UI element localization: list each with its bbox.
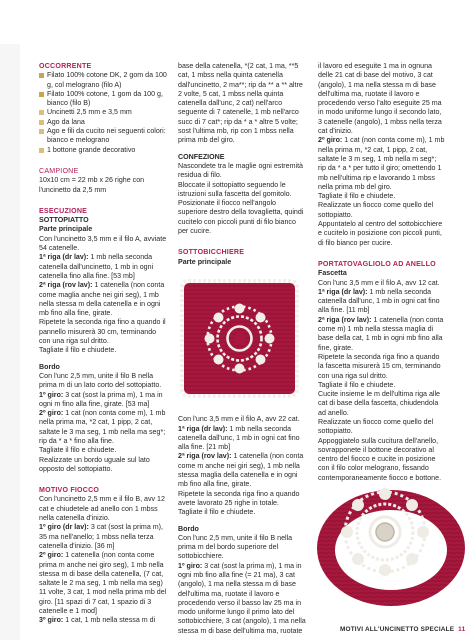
gauge-text: 10x10 cm = 22 mb x 26 righe con l'uncinetto da 2,5 mm — [39, 176, 145, 194]
column-1 — [39, 62, 167, 626]
page-number: 11 — [458, 626, 466, 633]
confezione-p3: Posizionate il fiocco nell'angolo superiore destro della tovaglietta, quindi cucitelo con piccoli punti di filo bianco per cucire. — [178, 199, 304, 236]
portatovagliolo-intro: Con l'unc 3,5 mm e il filo A, avv 12 cat. — [318, 278, 440, 287]
list-item: Ago e fili da cucito nei seguenti colori: bianco e melograno — [39, 127, 167, 146]
bordo2-p2: Realizzate un fiocco come quello del sottopiatto. — [318, 201, 434, 219]
portatovagliolo-finish: Tagliate il filo e chiudete. — [318, 380, 396, 389]
confezione-p2: Bloccate il sottopiatto seguendo le istruzioni sulla fascetta del gomitolo. — [178, 180, 292, 198]
bullet-icon — [39, 92, 44, 97]
sottobicchiere-finish: Tagliate il filo e chiudete. — [178, 508, 256, 517]
bordo2-title: Bordo — [178, 524, 199, 533]
gauge-heading: CAMPIONE — [39, 166, 79, 175]
button-icon — [376, 523, 394, 541]
sottopiatto-finish: Tagliate il filo e chiudete. — [39, 346, 117, 355]
list-item: Ago da lana — [39, 118, 167, 127]
bordo-other: Realizzate un bordo uguale sul lato opposto del sottopiatto. — [39, 455, 150, 473]
fiocco-round-3-cont: base della catenella, *(2 cat, 1 ma, **5 cat, 1 mbss nella quinta catenella dall'uncinetto, 2 ma**; rip da ** a ** altre 2 volte, 5 cat, 1 mbss nella quinta catenella dall'unc, 2 cat) nell'arco seguente di 7 catenelle, 1 mb nell'arco succ di 7 cat*; rip da * a * altre 5 volte; sost l'ultima mb, rip con 1 mbss nella prima mb del giro. — [178, 62, 303, 145]
bordo-finish: Tagliate il filo e chiudete. — [39, 446, 117, 455]
portatovagliolo-p1: Cucite insieme le m dell'ultima riga alle cat di base della fascetta, chiudendola ad anello. — [318, 390, 440, 417]
list-item: Uncinetti 2,5 mm e 3,5 mm — [39, 108, 167, 117]
bullet-icon — [39, 129, 44, 134]
sottopiatto-intro: Con l'uncinetto 3,5 mm e il filo A, avviate 54 catenelle. — [39, 234, 167, 253]
bullet-icon — [39, 73, 44, 78]
napkin-ring-inner — [335, 510, 447, 590]
fiocco-title: MOTIVO FIOCCO — [39, 486, 100, 495]
sottopiatto-row-2: 2ª riga (rov lav): 1 catenella (non conta come maglia anche nei giri seg), 1 mb nella stessa m della catenella e in ogni mb fino alla fine, girate. — [39, 281, 165, 318]
bordo-intro: Con l'unc 2,5 mm, unite il filo B nella prima m di un lato corto del sottopiatto. — [39, 371, 162, 390]
bordo2-round-1-start: 1º giro: 3 cat (sost la prima m), 1 ma in ogni mb fino alla fine (= 21 ma), 3 cat (angolo), 1 ma nella stessa m di base dell'ultima ma, ruotate il lavoro e procedendo verso il basso lav 25 ma in modo uniforme lungo il primo lato del sottobicchiere, 3 cat (angolo), 1 ma nella stessa m di base dell'ultima ma, ruotate — [178, 561, 306, 635]
portatovagliolo-row-2: 2ª riga (rov lav): 1 catenella (non conta come m) 1 mb nella stessa maglia di base della cat, 1 mb in ogni mb fino alla fine, girate. — [318, 315, 444, 352]
sottobicchiere-title: SOTTOBICCHIERE — [178, 248, 245, 257]
bordo-title: Bordo — [39, 362, 60, 371]
napkin-ring-photo — [311, 468, 467, 618]
sottobicchiere-repeat: Ripetete la seconda riga fino a quando avete lavorato 25 righe in totale. — [178, 489, 300, 507]
portatovagliolo-p2: Realizzate un fiocco come quello del sottopiatto. — [318, 417, 434, 436]
sottopiatto-title: SOTTOPIATTO — [39, 216, 89, 225]
bordo-round-2: 2º giro: 1 cat (non conta come m), 1 mb nella prima ma, *2 cat, 1 pipp, 2 cat, saltate le 3 ma seg, 1 mb nella ma seg*; rip da * a * fino alla fine. — [39, 409, 166, 445]
column-3 — [318, 62, 446, 483]
execution-heading: ESECUZIONE — [39, 206, 88, 215]
materials-list — [39, 71, 167, 155]
confezione-title: CONFEZIONE — [178, 152, 225, 161]
left-margin-strip — [0, 44, 20, 640]
sottopiatto-subtitle: Parte principale — [39, 225, 93, 234]
sottopiatto-row-1: 1ª riga (dr lav): 1 mb nella seconda catenella dall'uncinetto, 1 mb in ogni catenella fino alla fine. [53 mb] — [39, 253, 154, 280]
coaster-photo — [174, 273, 305, 404]
bordo-round-1: 1º giro: 3 cat (sost la prima m), 1 ma in ogni m fino alla fine, girate. [53 ma] — [39, 390, 163, 408]
page-footer — [340, 625, 465, 634]
fiocco-intro: Con l'uncinetto 2,5 mm e il filo B, avv 12 cat e chiudetele ad anello con 1 mbss nella catenella d'inizio. — [39, 495, 165, 523]
bullet-icon — [39, 148, 44, 153]
column-2 — [178, 62, 306, 636]
fiocco-round-1: 1º giro (dr lav): 3 cat (sost la prima m), 35 ma nell'anello; 1 mbss nella terza catenella d'inizio. [36 m] — [39, 523, 163, 550]
portatovagliolo-subtitle: Fascetta — [318, 269, 347, 278]
sottobicchiere-row-1: 1ª riga (dr lav): 1 mb nella seconda catenella dall'unc, 1 mb in ogni cat fino alla fine. [21 mb] — [178, 424, 300, 452]
fiocco-round-3-start: 3º giro: 1 cat, 1 mb nella stessa m di — [39, 616, 156, 625]
sottobicchiere-row-2: 2ª riga (rov lav): 1 catenella (non conta come m anche nei giri seg), 1 mb nella stessa maglia della catenella e in ogni mb fino alla fine, girate. — [178, 452, 304, 489]
top-margin — [0, 0, 471, 44]
fiocco-round-2: 2º giro: 1 catenella (non conta come prima m anche nei giro seg), 1 mb nella stessa m di base della catenella, (7 cat, saltate le 2 ma seg, 1 mb nella ma seg) 11 volte, 3 cat, 1 mod nella prima mb del giro. [11 spazi di 7 cat, 1 spazio di 3 catenelle e 1 mod] — [39, 551, 167, 616]
bordo2-finish: Tagliate il filo e chiudete. — [318, 192, 396, 201]
portatovagliolo-repeat: Ripetete la seconda riga fino a quando la fascetta misurerà 15 cm, terminando con una riga sul dritto. — [318, 352, 441, 380]
portatovagliolo-row-1: 1ª riga (dr lav): 1 mb nella seconda catenella dall'unc, 1 mb in ogni cat fino alla fine. [11 mb] — [318, 287, 440, 315]
bordo2-round-2: 2º giro: 1 cat (non conta come m), 1 mb nella prima m, *2 cat, 1 pipp, 2 cat, saltate le 3 m seg, 1 mb nella m seg*; rip da * a * per tutto il giro; omettendo 1 mb nell'ultima rip e lavorando 1 mbss nella prima mb del giro. — [318, 136, 445, 191]
sottobicchiere-subtitle: Parte principale — [178, 257, 232, 266]
bullet-icon — [39, 110, 44, 115]
portatovagliolo-title: PORTATOVAGLIOLO AD ANELLO — [318, 259, 436, 268]
list-item: Filato 100% cotone DK, 2 gom da 100 g, col melograno (filo A) — [39, 71, 167, 90]
list-item: 1 bottone grande decorativo — [39, 146, 167, 155]
bordo2-p3: Appuntatelo al centro del sottobicchiere e cucitelo in posizione con piccoli punti, di filo bianco per cucire. — [318, 220, 443, 247]
confezione-p1: Nascondete tra le maglie ogni estremità residua di filo. — [178, 161, 303, 180]
bullet-icon — [39, 120, 44, 125]
portatovagliolo-p3: Appoggiatelo sulla cucitura dell'anello, sovrapponete il bottone decorativo al centro del fiocco e cucite in posizione con il filo color melograno, fissando contemporaneamente fiocco e bottone. — [318, 436, 442, 482]
sottobicchiere-intro: Con l'unc 3,5 mm e il filo A, avv 22 cat. — [178, 415, 300, 424]
footer-label: MOTIVI ALL'UNCINETTO SPECIALE — [340, 626, 455, 633]
list-item: Filato 100% cotone, 1 gom da 100 g, bianco (filo B) — [39, 90, 167, 109]
materials-heading: OCCORRENTE — [39, 62, 92, 70]
bordo2-intro: Con l'unc 2,5 mm, unite il filo B nella prima m del bordo superiore del sottobicchiere. — [178, 533, 293, 561]
sottopiatto-repeat: Ripetete la seconda riga fino a quando il pannello misurerà 30 cm, terminando con una riga sul dritto. — [39, 318, 166, 346]
bordo2-round-1-cont: il lavoro ed eseguite 1 ma in ognuna delle 21 cat di base del motivo, 3 cat (angolo), 1 ma nella stessa m di base dell'ultima ma, ruotate il lavoro e procedendo verso l'alto eseguite 25 ma in modo uniforme lungo il secondo lato, 3 catenelle (angolo), 1 mbss nella terza cat d'inizio. — [318, 62, 442, 136]
